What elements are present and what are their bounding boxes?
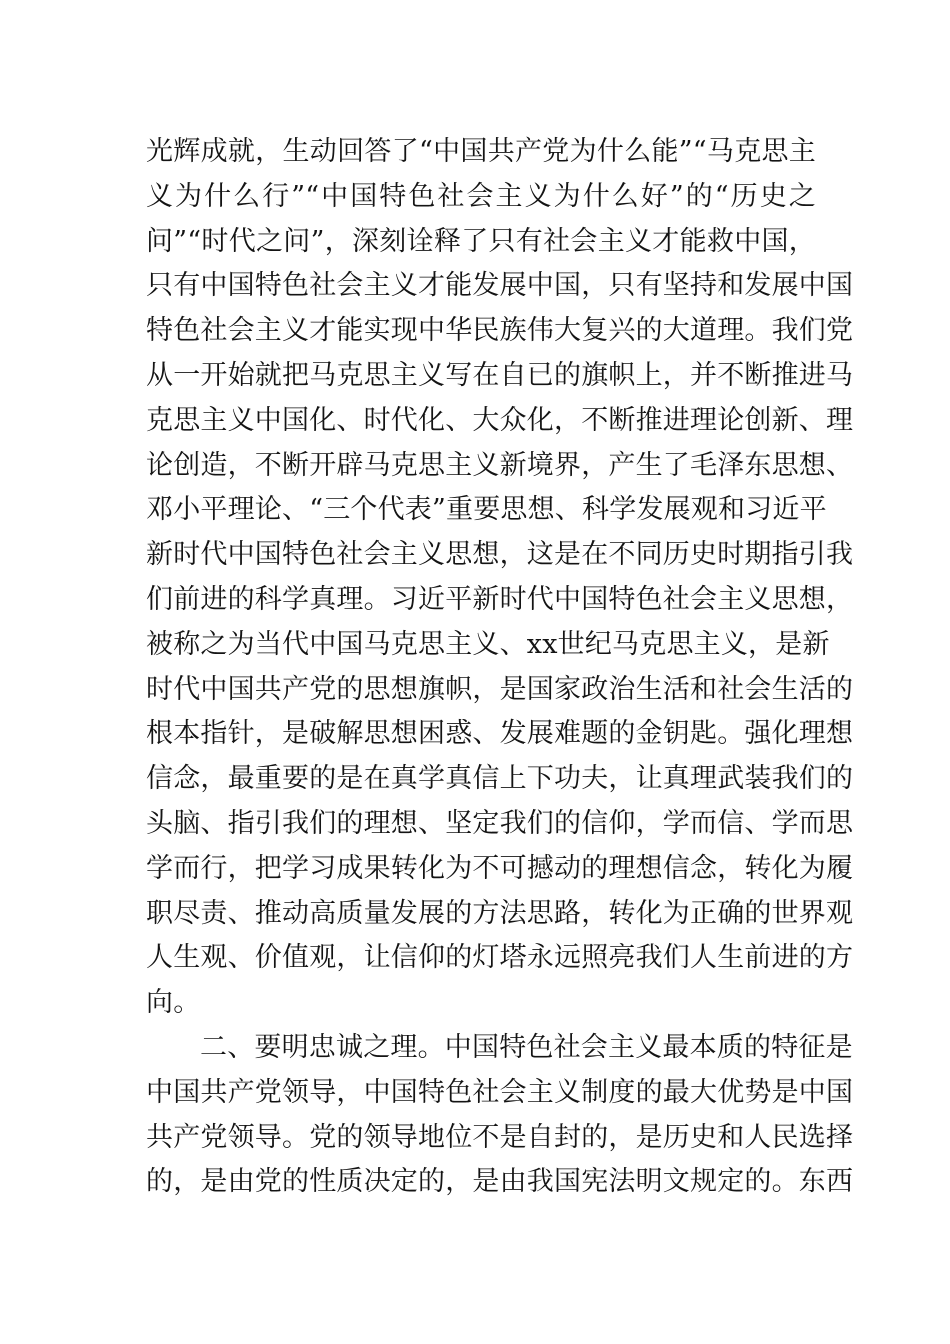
text-line: 根本指针，是破解思想困惑、发展难题的金钥匙。强化理想 (146, 718, 854, 750)
text-line: 被称之为当代中国马克思主义、xx世纪马克思主义，是新 (146, 628, 830, 660)
text-line: 人生观、价值观，让信仰的灯塔永远照亮我们人生前进的方 (146, 942, 854, 974)
text-line: 特色社会主义才能实现中华民族伟大复兴的大道理。我们党 (146, 315, 854, 347)
text-line: 头脑、指引我们的理想、坚定我们的信仰，学而信、学而思 (146, 807, 854, 839)
section-heading-line: 二、要明忠诚之理。中国特色社会主义最本质的特征是 (200, 1031, 853, 1063)
text-line: 邓小平理论、“三个代表”重要思想、科学发展观和习近平 (146, 494, 827, 526)
text-line: 中国共产党领导，中国特色社会主义制度的最大优势是中国 (146, 1076, 854, 1108)
text-line: 职尽责、推动高质量发展的方法思路，转化为正确的世界观 (146, 897, 854, 929)
text-line: 问”“时代之问”，深刻诠释了只有社会主义才能救中国， (146, 225, 816, 257)
text-line: 从一开始就把马克思主义写在自已的旗帜上，并不断推进马 (146, 359, 854, 391)
body-text (146, 130, 854, 1205)
text-line: 只有中国特色社会主义才能发展中国，只有坚持和发展中国 (146, 270, 854, 302)
text-line: 们前进的科学真理。习近平新时代中国特色社会主义思想， (146, 583, 854, 615)
text-line: 光辉成就，生动回答了“中国共产党为什么能”“马克思主 (146, 136, 816, 167)
text-line: 时代中国共产党的思想旗帜，是国家政治生活和社会生活的 (146, 673, 854, 705)
text-line: 共产党领导。党的领导地位不是自封的，是历史和人民选择 (146, 1121, 854, 1153)
text-line: 信念，最重要的是在真学真信上下功夫，让真理武装我们的 (146, 763, 854, 795)
text-line: 论创造，不断开辟马克思主义新境界，产生了毛泽东思想、 (146, 449, 854, 481)
paragraph-end-line: 向。 (146, 987, 201, 1019)
text-line: 新时代中国特色社会主义思想，这是在不同历史时期指引我 (146, 539, 854, 571)
text-line: 学而行，把学习成果转化为不可撼动的理想信念，转化为履 (146, 852, 854, 884)
text-line: 的，是由党的性质决定的，是由我国宪法明文规定的。东西 (146, 1166, 854, 1198)
text-line: 义为什么行”“中国特色社会主义为什么好”的“历史之 (146, 180, 816, 212)
text-line: 克思主义中国化、时代化、大众化，不断推进理论创新、理 (146, 404, 854, 436)
